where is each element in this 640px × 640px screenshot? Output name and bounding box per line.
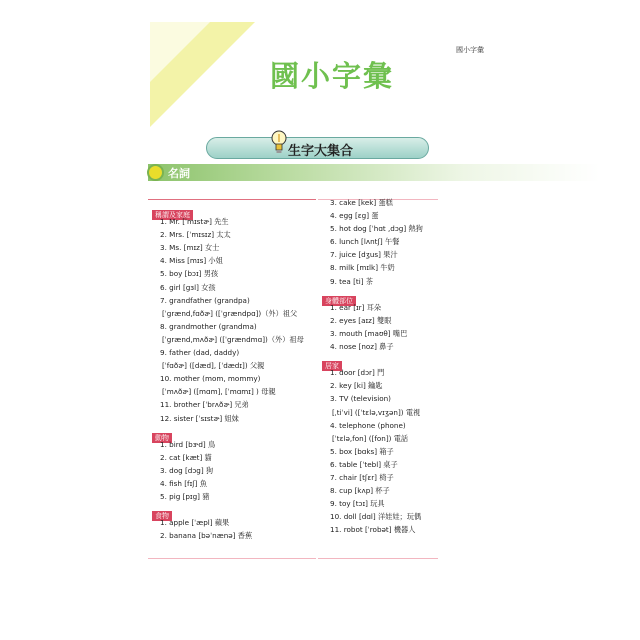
- vocab-pronunciation: [ˈfɑðɚ] ([dæd], [ˈdædɪ]) 父親: [162, 361, 265, 371]
- vocab-item: 2. banana [bəˈnænə] 香蕉: [160, 531, 253, 541]
- left-column: [152, 202, 312, 542]
- vocab-item: 1. Mr. [ˈmɪstɚ] 先生: [160, 217, 229, 227]
- vocab-item: 3. mouth [maʊθ] 嘴巴: [330, 328, 408, 338]
- vocab-item: 3. dog [dɔg] 狗: [160, 465, 214, 475]
- vocab-item: 9. toy [tɔɪ] 玩具: [330, 499, 385, 509]
- vocab-item: 2. key [ki] 鑰匙: [330, 381, 383, 391]
- vocab-item: 11. brother [ˈbrʌðɚ] 兄弟: [160, 400, 249, 410]
- divider-bottom-right: [318, 558, 438, 559]
- vocab-item: 5. box [bɑks] 箱子: [330, 446, 394, 456]
- page-title: 國小字彙: [270, 59, 395, 93]
- divider-left: [148, 199, 316, 200]
- category-row: [322, 288, 482, 305]
- vocab-item: 1. apple [ˈæpl] 蘋果: [160, 518, 230, 528]
- corner-decoration-inner: [150, 22, 210, 82]
- vocab-item: 1. door [dɔr] 門: [330, 368, 385, 378]
- vocab-item: 7. juice [dʒus] 果汁: [330, 250, 398, 260]
- banner-title: 生字大集合: [288, 144, 354, 159]
- right-column: [322, 196, 482, 536]
- vocab-item: 8. milk [mɪlk] 牛奶: [330, 263, 395, 273]
- vocab-item: 9. tea [ti] 茶: [330, 276, 373, 286]
- vocab-item: 4. telephone (phone): [330, 420, 406, 430]
- vocab-item: 2. Mrs. [ˈmɪsɪz] 太太: [160, 230, 231, 240]
- category-row: [152, 503, 312, 521]
- vocab-item: 1. ear [ɪr] 耳朵: [330, 302, 382, 312]
- category-label: 稱謂及家庭: [152, 210, 193, 220]
- category-label: 食物: [152, 511, 172, 521]
- vocab-item: 5. hot dog [ˈhɑt ,dɔg] 熱狗: [330, 224, 423, 234]
- vocab-pronunciation: [ˈmʌðɚ] ([mɑm], [ˈmɑmɪ] ) 母親: [162, 387, 276, 397]
- category-label: 居家: [322, 361, 342, 371]
- vocab-item: 3. cake [kek] 蛋糕: [330, 198, 393, 207]
- vocab-item: 3. Ms. [mɪz] 女士: [160, 243, 220, 253]
- section-dot-icon: [147, 164, 164, 181]
- vocab-pronunciation: [ˈgrænd,fɑðɚ] ([ˈgrændpɑ])（外）祖父: [162, 308, 298, 318]
- lightbulb-icon: [270, 128, 288, 158]
- vocab-item: 7. grandfather (grandpa): [160, 295, 250, 305]
- vocab-item: 2. cat [kæt] 貓: [160, 452, 212, 462]
- vocab-item: 11. robot [ˈrobət] 機器人: [330, 525, 416, 535]
- vocab-pronunciation: [ˈtɛlə,fon] ([fon]) 電話: [332, 433, 409, 443]
- corner-tag: 國小字彙: [456, 46, 484, 54]
- vocab-item: 7. chair [tʃɛr] 椅子: [330, 472, 394, 482]
- category-row: [322, 353, 482, 371]
- vocab-item: 4. egg [ɛg] 蛋: [330, 211, 379, 221]
- category-row: [152, 425, 312, 442]
- vocab-item: 4. fish [fɪʃ] 魚: [160, 478, 207, 488]
- vocab-item: 2. eyes [aɪz] 雙眼: [330, 315, 392, 325]
- vocab-item: 5. pig [pɪg] 豬: [160, 492, 210, 502]
- vocab-item: 6. girl [gɜl] 女孩: [160, 282, 216, 292]
- vocab-item: 6. lunch [lʌntʃ] 午餐: [330, 237, 400, 247]
- vocab-item: 1. bird [bɝd] 鳥: [160, 439, 216, 449]
- vocab-item: 9. father (dad, daddy): [160, 348, 240, 358]
- vocab-item: 8. grandmother (grandma): [160, 321, 257, 331]
- vocab-item: 6. table [ˈtebl] 桌子: [330, 459, 398, 469]
- vocab-item: 4. nose [noz] 鼻子: [330, 342, 394, 352]
- vocab-item: 10. doll [dɑl] 洋娃娃；玩偶: [330, 512, 422, 522]
- vocab-item: 4. Miss [mɪs] 小姐: [160, 256, 223, 266]
- vocab-item: 12. sister [ˈsɪstɚ] 姐妹: [160, 413, 239, 423]
- vocab-item: 8. cup [kʌp] 杯子: [330, 486, 390, 496]
- divider-bottom-left: [148, 558, 316, 559]
- vocab-item: 3. TV (television): [330, 394, 391, 404]
- category-label: 身體部位: [322, 296, 356, 306]
- vocab-pronunciation: [ˌtiˈvi] ([ˈtɛlə,vɪʒən]) 電視: [332, 407, 421, 417]
- category-row: [152, 202, 312, 219]
- vocab-pronunciation: [ˈgrænd,mʌðɚ] ([ˈgrændmɑ])（外）祖母: [162, 334, 304, 344]
- section-label: 名詞: [168, 167, 190, 180]
- section-bar: [148, 164, 600, 181]
- category-label: 動物: [152, 433, 172, 443]
- vocab-item: 10. mother (mom, mommy): [160, 374, 261, 384]
- vocab-item: 5. boy [bɔɪ] 男孩: [160, 269, 219, 279]
